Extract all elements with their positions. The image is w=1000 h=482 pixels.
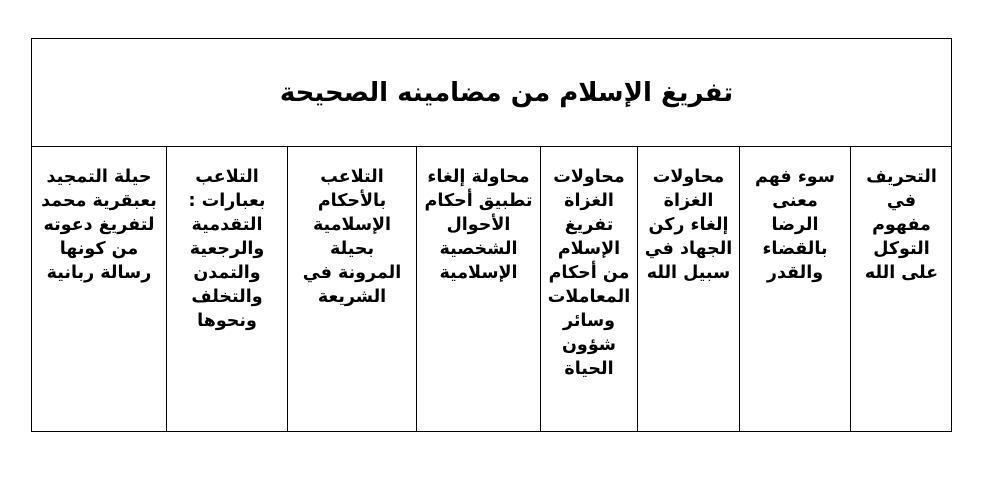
column-4: محاولة إلغاء تطبيق أحكام الأحوال الشخصية الإسلامية <box>416 147 540 431</box>
table-columns <box>32 147 951 431</box>
column-5: التلاعب بالأحكام الإسلامية بحيلة المرونة في الشريعة <box>287 147 416 431</box>
column-6: التلاعب بعبارات : التقدمية والرجعية والتمدن والتخلف ونحوها <box>166 147 287 431</box>
column-2: محاولات الغزاة إلغاء ركن الجهاد في سبيل الله <box>637 147 739 431</box>
column-3: محاولات الغزاة تفريغ الإسلام من أحكام المعاملات وسائر شؤون الحياة <box>540 147 637 431</box>
table-title: تفريغ الإسلام من مضامينه الصحيحة <box>279 77 734 108</box>
column-0: التحريف في مفهوم التوكل على الله <box>850 147 952 431</box>
column-7: حيلة التمجيد بعبقرية محمد لتفريغ دعوته من كونها رسالة ربانية <box>41 167 157 283</box>
table-title-row <box>32 39 951 147</box>
topics-table <box>31 38 952 432</box>
column-1: سوء فهم معنى الرضا بالقضاء والقدر <box>739 147 850 431</box>
